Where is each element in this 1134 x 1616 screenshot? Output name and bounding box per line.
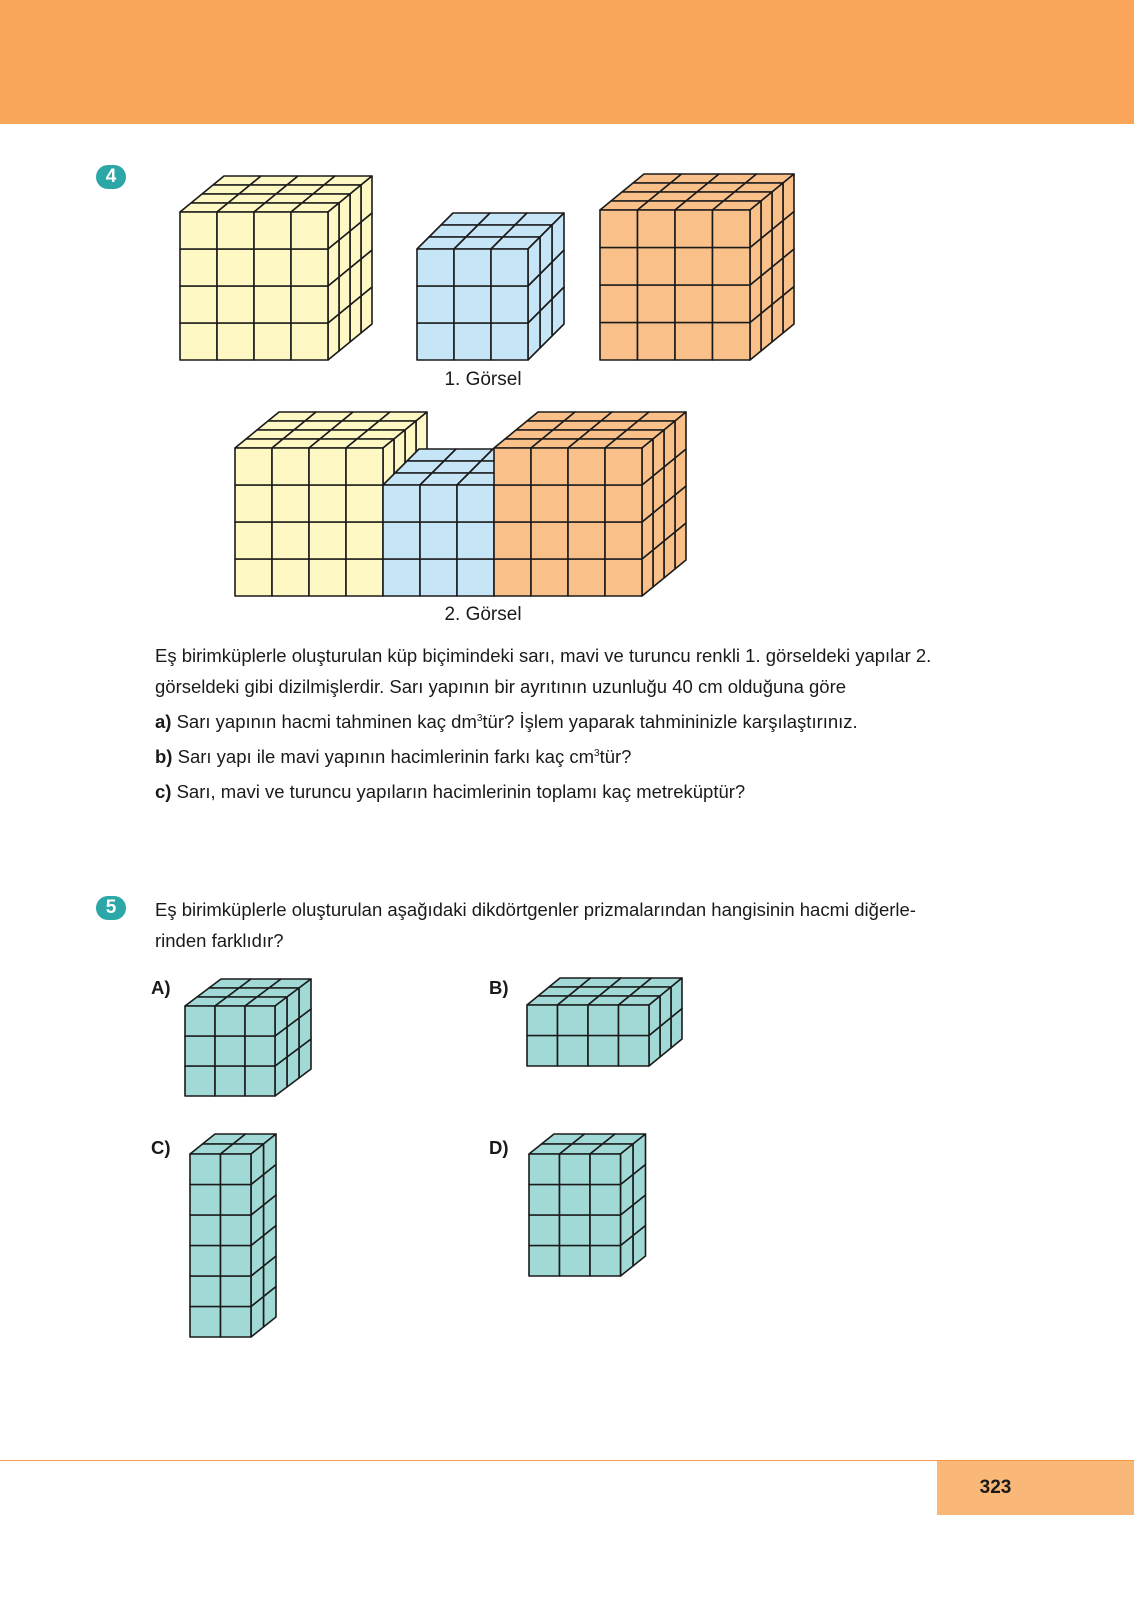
option-d-prism-front-cell (529, 1154, 560, 1185)
option-d-prism-front-cell (560, 1185, 591, 1216)
part-a-text-after: tür? İşlem yaparak tahmininizle karşılaştırınız. (482, 711, 858, 732)
option-d-prism-front-cell (560, 1246, 591, 1277)
option-a-prism-front-cell (215, 1066, 245, 1096)
option-c-prism-front-cell (190, 1185, 221, 1216)
option-b-label[interactable]: B) (489, 977, 509, 998)
option-c-prism-front-cell (221, 1215, 252, 1246)
part-b-sup: 3 (594, 748, 600, 759)
question-5-stem-line-1: Eş birimküplerle oluşturulan aşağıdaki dikdörtgenler prizmalarından hangisinin hacmi diğerle- (155, 899, 916, 920)
part-b-text-after: tür? (599, 746, 632, 767)
page-number: 323 (979, 1477, 1012, 1498)
option-b-prism-front-cell (527, 1005, 558, 1036)
question-5-badge: 5 (96, 896, 126, 920)
option-c-prism-front-cell (221, 1246, 252, 1277)
part-b-label: b) (155, 746, 173, 767)
option-d-prism-front-cell (529, 1246, 560, 1277)
option-c-prism-front-cell (190, 1276, 221, 1307)
option-c-prism-front-cell (221, 1185, 252, 1216)
figure-1-caption: 1. Görsel (444, 369, 522, 390)
part-b-text-before: Sarı yapı ile mavi yapının hacimlerinin farkı kaç cm (177, 746, 595, 767)
part-a-sup: 3 (476, 713, 483, 724)
part-a-label: a) (155, 711, 172, 732)
option-d-prism-front-cell (590, 1246, 621, 1277)
option-a-prism-front-cell (215, 1036, 245, 1066)
option-b-prism-front-cell (619, 1036, 650, 1067)
option-d-prism-front-cell (590, 1215, 621, 1246)
part-c-text: Sarı, mavi ve turuncu yapıların hacimlerinin toplamı kaç metreküptür? (176, 781, 746, 802)
question-5-stem-line-2: rinden farklıdır? (155, 930, 284, 951)
question-4-stem-line-1: Eş birimküplerle oluşturulan küp biçimindeki sarı, mavi ve turuncu renkli 1. görseldeki yapılar 2. (155, 645, 932, 666)
option-d-prism-front-cell (529, 1185, 560, 1216)
option-b-prism-front-cell (558, 1005, 589, 1036)
option-a-prism-front-cell (215, 1006, 245, 1036)
question-4-stem-line-2: görseldeki gibi dizilmişlerdir. Sarı yapının bir ayrıtının uzunluğu 40 cm olduğuna göre (155, 676, 847, 697)
option-c-label[interactable]: C) (151, 1137, 171, 1158)
option-d-label[interactable]: D) (489, 1137, 509, 1158)
option-b-prism-front-cell (558, 1036, 589, 1067)
part-c-label: c) (155, 781, 172, 802)
option-c-prism-front-cell (221, 1276, 252, 1307)
figure-2-caption: 2. Görsel (444, 604, 522, 625)
option-a-label[interactable]: A) (151, 977, 171, 998)
option-b-prism-front-cell (588, 1005, 619, 1036)
option-b-prism-front-cell (588, 1036, 619, 1067)
option-a-prism-front-cell (185, 1006, 215, 1036)
option-c-prism-front-cell (190, 1246, 221, 1277)
option-d-prism-front-cell (590, 1154, 621, 1185)
option-c-prism-front-cell (221, 1154, 252, 1185)
page-number-box (937, 1461, 1134, 1515)
option-c-prism-front-cell (221, 1307, 252, 1338)
option-d-prism-front-cell (560, 1215, 591, 1246)
option-c-prism-front-cell (190, 1154, 221, 1185)
option-d-prism-front-cell (590, 1185, 621, 1216)
option-a-prism-front-cell (185, 1036, 215, 1066)
part-a-text-before: Sarı yapının hacmi tahminen kaç dm (176, 711, 477, 732)
option-c-prism-front-cell (190, 1307, 221, 1338)
option-d-prism-front-cell (529, 1215, 560, 1246)
option-c-prism-front-cell (190, 1215, 221, 1246)
option-a-prism-front-cell (245, 1006, 275, 1036)
option-a-prism-front-cell (185, 1066, 215, 1096)
question-4-badge: 4 (96, 165, 126, 189)
option-b-prism-front-cell (527, 1036, 558, 1067)
option-a-prism-front-cell (245, 1036, 275, 1066)
option-b-prism-front-cell (619, 1005, 650, 1036)
option-a-prism-front-cell (245, 1066, 275, 1096)
option-d-prism-front-cell (560, 1154, 591, 1185)
